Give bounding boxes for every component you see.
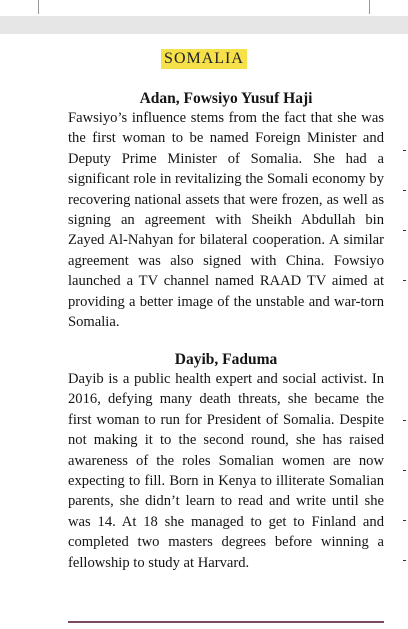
entry-dayib	[68, 350, 384, 573]
facing-page-mark	[403, 560, 406, 561]
entry-name: Adan, Fowsiyo Yusuf Haji	[139, 90, 313, 107]
previous-page-left-rule	[38, 0, 39, 14]
section-title: SOMALIA	[161, 49, 247, 69]
facing-page-mark	[403, 190, 406, 191]
facing-page-mark	[403, 230, 406, 231]
facing-page-mark	[403, 280, 406, 281]
section-heading	[0, 48, 408, 69]
previous-page-right-rule	[369, 0, 370, 14]
entry-name: Dayib, Faduma	[174, 351, 278, 368]
entry-text: Dayib is a public health expert and social activist. In 2016, defying many death threats, she became the first woman to run for President of Somalia. Despite not making it to the second round, she has raised awareness of the roles Somalian women are now expecting to fill. Born in Kenya to illiterate Somalian parents, she didn’t learn to read and write until she was 14. At 18 she managed to get to Finland and completed two masters degrees before winning a fellowship to study at Harvard.	[68, 371, 384, 571]
entry-text: Fawsiyo’s influence stems from the fact that she was the first woman to be named Foreign Minister and Deputy Prime Minister of Somalia. She had a significant role in revitalizing the Somali economy by recovering national assets that were frozen, as well as signing an agreement with Sheikh Abdullah bin Zayed Al-Nahyan for bilateral cooperation. A similar agreement was also signed with China. Fowsiyo launched a TV channel named RAAD TV aimed at providing a better image of the unstable and war-torn Somalia.	[68, 110, 384, 331]
facing-page-mark	[403, 520, 406, 521]
facing-page-mark	[403, 470, 406, 471]
previous-page-edge	[0, 0, 408, 16]
bottom-rule	[68, 621, 384, 623]
entry-adan	[68, 89, 384, 332]
page-gap	[0, 16, 408, 34]
facing-page-mark	[403, 420, 406, 421]
facing-page-mark	[403, 150, 406, 151]
